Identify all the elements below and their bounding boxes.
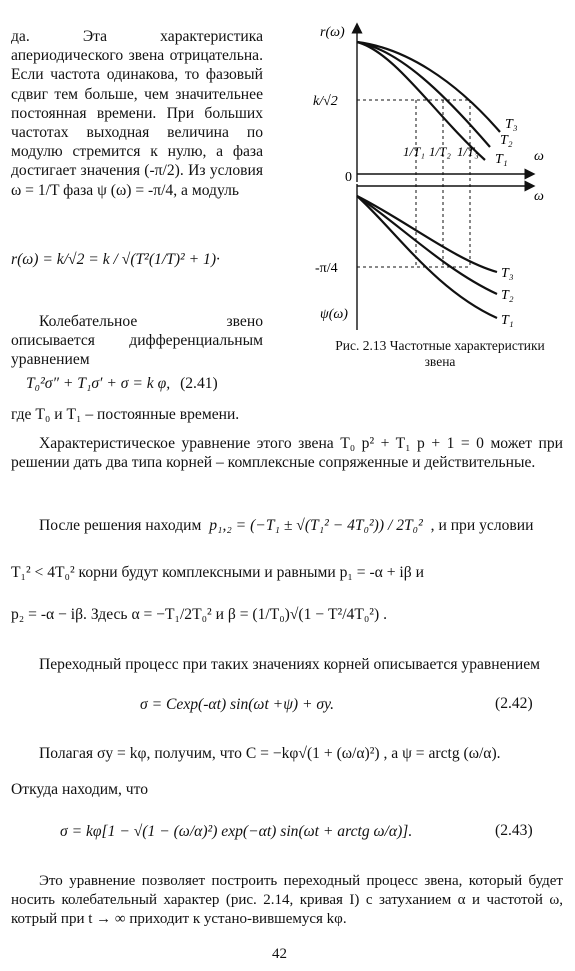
paragraph-transient: Переходный процесс при таких значениях корней описывается уравнением bbox=[39, 656, 541, 673]
curve-label-top-t2: T₂ bbox=[500, 133, 513, 148]
paragraph-whence: Откуда находим, что bbox=[11, 781, 149, 798]
curve-label-top-t1: T₁ bbox=[495, 152, 508, 167]
paragraph-characteristic-eq: Характеристическое уравнение этого звена T₀ p² + T₁ p + 1 = 0 может при решении дать два типа корней – комплексные сопряженные и действительные. bbox=[11, 435, 563, 472]
paragraph-aperiodic: да. Эта характеристика апериодического звена отрицательна. Если частота одинакова, то фазовый сдвиг тем больше, чем значительнее постоянная времени. При больших частотах выходная величина по модулю стремится к нулю, а фаза достигает значения (-π/2). Из условия ω = 1/T фаза ψ (ω) = -π/4, а модуль bbox=[11, 28, 263, 199]
x-label-omega-top: ω bbox=[534, 149, 544, 164]
paragraph-solution bbox=[11, 516, 563, 536]
curve-label-bot-t1: T₁ bbox=[501, 313, 514, 328]
origin-zero: 0 bbox=[345, 170, 352, 185]
equation-modulus-text: r(ω) = k/√2 = k / √(T²(1/T)² + 1)· bbox=[11, 251, 220, 268]
equation-roots: p₁,₂ = (−T₁ ± √(T₁² − 4T₀²)) / 2T₀² bbox=[209, 517, 423, 534]
equation-2-43-text: σ = kφ[1 − √(1 − (ω/α)²) exp(−αt) sin(ωt + arctg ω/α)]. bbox=[60, 823, 413, 840]
paragraph-substitution: Полагая σy = kφ, получим, что C = −kφ√(1 + (ω/α)²) , а ψ = arctg (ω/α). bbox=[39, 745, 501, 762]
curve-top-t3 bbox=[357, 42, 500, 132]
figure-caption-number: Рис. 2.13 bbox=[335, 338, 387, 353]
curve-label-bot-t2: T₂ bbox=[501, 288, 514, 303]
paragraph-conclusion: Это уравнение позволяет построить переходный процесс звена, который будет носить колебательный характер (рис. 2.14, кривая I) с затуханием α и частотой ω, котрый при t → ∞ приходит к устано-вившемуся kφ. bbox=[11, 873, 563, 928]
equation-2-42 bbox=[140, 695, 334, 715]
curve-bot-t2 bbox=[357, 196, 497, 294]
label-k-sqrt2: k/√2 bbox=[313, 94, 338, 109]
tick-1-t3: 1/T₃ bbox=[457, 144, 479, 159]
equation-2-42-number: (2.42) bbox=[495, 695, 533, 712]
curve-bot-t1 bbox=[357, 196, 497, 318]
equation-2-42-text: σ = Cexp(-αt) sin(ωt +ψ) + σy. bbox=[140, 696, 335, 713]
curve-top-t1 bbox=[357, 42, 485, 160]
equation-2-41 bbox=[26, 374, 218, 394]
equation-2-41-text: T₀²σ″ + T₁σ′ + σ = k φ, bbox=[26, 375, 171, 392]
equation-2-43-number: (2.43) bbox=[495, 822, 533, 839]
figure-caption bbox=[320, 338, 560, 370]
paragraph-complex-roots: T₁² < 4T₀² корни будут комплексными и равными p₁ = -α + iβ и bbox=[11, 564, 424, 581]
solution-post: , и при условии bbox=[430, 517, 534, 534]
equation-2-41-number: (2.41) bbox=[180, 375, 218, 392]
y-label-psi: ψ(ω) bbox=[320, 307, 348, 322]
paragraph-time-constants: где T₀ и T₁ – постоянные времени. bbox=[11, 406, 240, 423]
equation-2-43 bbox=[60, 822, 412, 842]
y-label-r: r(ω) bbox=[320, 25, 345, 40]
page-number: 42 bbox=[272, 946, 287, 962]
tick-1-t2: 1/T₂ bbox=[429, 144, 451, 159]
solution-pre: После решения находим bbox=[39, 517, 202, 534]
tick-1-t1: 1/T₁ bbox=[403, 144, 425, 159]
curve-label-top-t3: T₃ bbox=[505, 117, 518, 132]
x-label-omega-bot: ω bbox=[534, 189, 544, 204]
figure-caption-text: Частотные характеристики звена bbox=[389, 338, 545, 369]
paragraph-alpha-beta: p₂ = -α − iβ. Здесь α = −T₁/2T₀² и β = (1/T₀)√(1 − T²/4T₀²) . bbox=[11, 606, 387, 623]
frequency-response-figure bbox=[305, 20, 570, 360]
equation-modulus bbox=[11, 232, 271, 292]
curve-label-bot-t3: T₃ bbox=[501, 266, 514, 281]
curve-bot-t3 bbox=[357, 196, 497, 272]
label-minus-pi4: -π/4 bbox=[315, 261, 338, 276]
paragraph-oscillatory: Колебательное звено описывается дифференциальным уравнением bbox=[11, 313, 263, 369]
